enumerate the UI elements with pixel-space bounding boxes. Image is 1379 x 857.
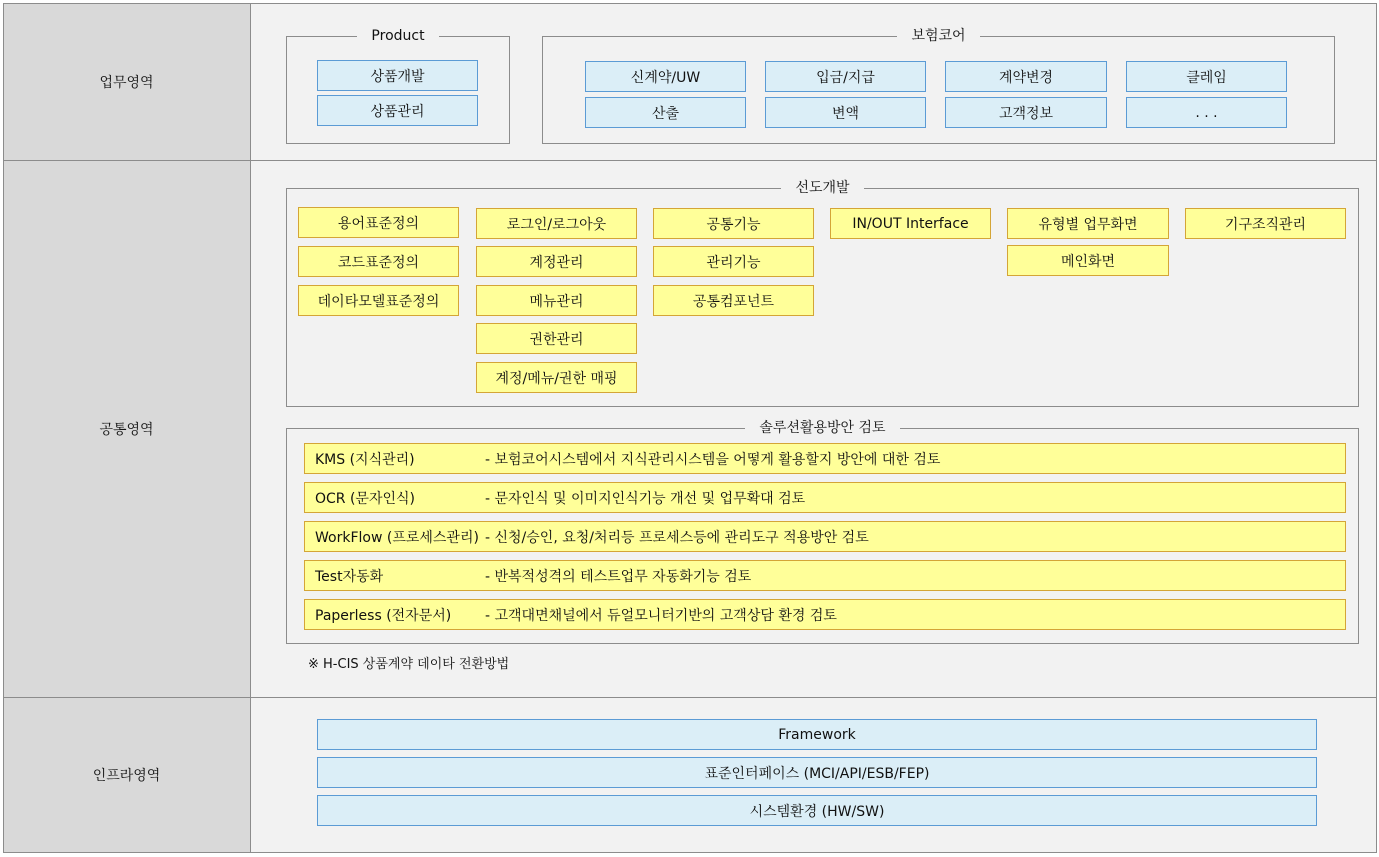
- solution-name: WorkFlow (프로세스관리): [315, 529, 479, 546]
- product-item: 상품개발: [317, 60, 478, 91]
- lead-dev-item: 메인화면: [1007, 245, 1169, 276]
- lead-dev-item: 공통컴포넌트: [653, 285, 814, 316]
- lead-dev-item: 유형별 업무화면: [1007, 208, 1169, 239]
- lead-dev-item: 공통기능: [653, 208, 814, 239]
- solution-item: [304, 560, 1346, 591]
- solution-name: KMS (지식관리): [315, 451, 415, 468]
- lead-dev-item: 데이타모델표준정의: [298, 285, 459, 316]
- lead-dev-item: IN/OUT Interface: [830, 208, 991, 239]
- solution-group-title: 솔루션활용방안 검토: [745, 420, 899, 436]
- solution-desc: - 고객대면채널에서 듀얼모니터기반의 고객상담 환경 검토: [485, 607, 837, 624]
- infra-item: 시스템환경 (HW/SW): [317, 795, 1317, 826]
- solution-item: [304, 521, 1346, 552]
- solution-desc: - 보험코어시스템에서 지식관리시스템을 어떻게 활용할지 방안에 대한 검토: [485, 451, 941, 468]
- infra-item: Framework: [317, 719, 1317, 750]
- core-item: 클레임: [1126, 61, 1287, 92]
- insurance-core-group-title: 보험코어: [897, 28, 979, 44]
- solution-desc: - 반복적성격의 테스트업무 자동화기능 검토: [485, 568, 752, 585]
- solution-name: Paperless (전자문서): [315, 607, 452, 624]
- solution-item: [304, 443, 1346, 474]
- solution-name: Test자동화: [315, 568, 384, 585]
- common-area-label: 공통영역: [3, 161, 251, 697]
- solution-item: [304, 599, 1346, 630]
- lead-dev-item: 계정/메뉴/권한 매핑: [476, 362, 637, 393]
- solution-desc: - 문자인식 및 이미지인식기능 개선 및 업무확대 검토: [485, 490, 806, 507]
- lead-dev-item: 계정관리: [476, 246, 637, 277]
- solution-name: OCR (문자인식): [315, 490, 415, 507]
- product-item: 상품관리: [317, 95, 478, 126]
- business-area-label: 업무영역: [3, 4, 251, 160]
- core-item: 입금/지급: [765, 61, 926, 92]
- core-item: 산출: [585, 97, 746, 128]
- product-group-title: Product: [357, 28, 438, 44]
- solution-item: [304, 482, 1346, 513]
- lead-dev-item: 코드표준정의: [298, 246, 459, 277]
- core-item: 계약변경: [945, 61, 1107, 92]
- core-item: 고객정보: [945, 97, 1107, 128]
- lead-dev-item: 로그인/로그아웃: [476, 208, 637, 239]
- core-item: 신계약/UW: [585, 61, 746, 92]
- lead-dev-item: 기구조직관리: [1185, 208, 1346, 239]
- infra-item: 표준인터페이스 (MCI/API/ESB/FEP): [317, 757, 1317, 788]
- lead-dev-item: 메뉴관리: [476, 285, 637, 316]
- solution-desc: - 신청/승인, 요청/처리등 프로세스등에 관리도구 적용방안 검토: [485, 529, 869, 546]
- lead-dev-item: 관리기능: [653, 246, 814, 277]
- lead-dev-group-title: 선도개발: [781, 180, 863, 196]
- lead-dev-item: 용어표준정의: [298, 207, 459, 238]
- core-item: 변액: [765, 97, 926, 128]
- lead-dev-item: 권한관리: [476, 323, 637, 354]
- note-text: ※ H-CIS 상품계약 데이타 전환방법: [308, 657, 510, 672]
- core-item: . . .: [1126, 97, 1287, 128]
- infra-area-label: 인프라영역: [3, 698, 251, 852]
